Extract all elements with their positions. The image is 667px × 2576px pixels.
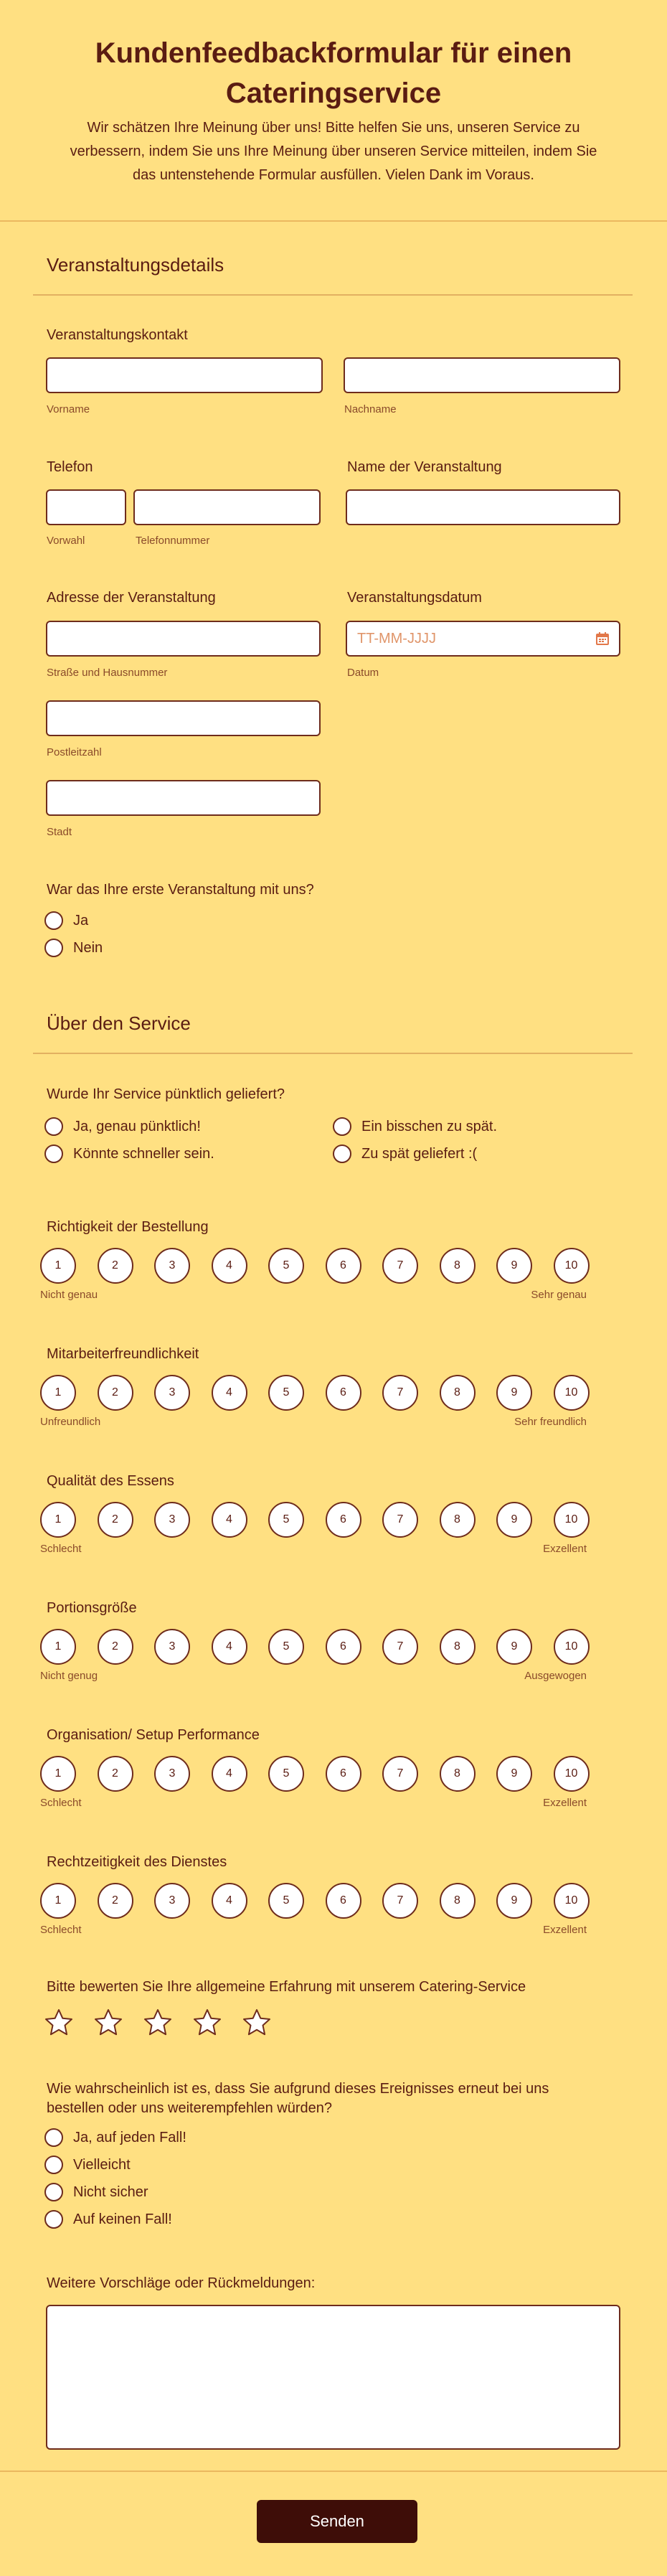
radio-punctual-bit-late[interactable]	[333, 1117, 497, 1136]
radio-label: Ein bisschen zu spät.	[361, 1118, 497, 1134]
radio-recommend-unsure[interactable]	[44, 2183, 148, 2201]
scale-option-7[interactable]: 7	[382, 1883, 418, 1919]
scale-option-2[interactable]: 2	[98, 1756, 133, 1792]
scale-option-1[interactable]: 1	[40, 1629, 76, 1665]
contact-label: Veranstaltungskontakt	[47, 327, 188, 343]
star-icon[interactable]	[143, 2008, 173, 2038]
scale-option-5[interactable]: 5	[268, 1629, 304, 1665]
last-name-input[interactable]	[344, 357, 620, 393]
radio-label: Ja, auf jeden Fall!	[73, 2129, 186, 2145]
submit-button[interactable]: Senden	[257, 2500, 417, 2543]
scale-option-7[interactable]: 7	[382, 1502, 418, 1538]
city-sublabel: Stadt	[47, 826, 72, 838]
scale-label: Richtigkeit der Bestellung	[47, 1219, 209, 1235]
scale-option-8[interactable]: 8	[440, 1629, 476, 1665]
scale-min-label: Schlecht	[40, 1924, 82, 1936]
scale-option-7[interactable]: 7	[382, 1375, 418, 1411]
address-label: Adresse der Veranstaltung	[47, 590, 216, 606]
scale-option-6[interactable]: 6	[326, 1375, 361, 1411]
street-sublabel: Straße und Hausnummer	[47, 667, 168, 679]
scale-option-3[interactable]: 3	[154, 1502, 190, 1538]
scale-max-label: Ausgewogen	[524, 1670, 587, 1682]
scale-option-8[interactable]: 8	[440, 1502, 476, 1538]
radio-label: Ja	[73, 912, 89, 929]
radio-circle[interactable]	[333, 1144, 351, 1163]
scale-min-label: Unfreundlich	[40, 1416, 101, 1428]
suggestions-textarea[interactable]	[46, 2305, 620, 2450]
scale-max-label: Sehr freundlich	[514, 1416, 587, 1428]
scale-option-8[interactable]: 8	[440, 1248, 476, 1284]
scale-option-9[interactable]: 9	[496, 1883, 532, 1919]
scale-option-5[interactable]: 5	[268, 1375, 304, 1411]
scale-option-6[interactable]: 6	[326, 1502, 361, 1538]
radio-circle[interactable]	[44, 2183, 63, 2201]
radio-label: Nicht sicher	[73, 2184, 148, 2200]
radio-recommend-maybe[interactable]	[44, 2156, 131, 2174]
scale-label: Qualität des Essens	[47, 1473, 174, 1489]
scale-min-label: Schlecht	[40, 1543, 82, 1555]
first-event-label: War das Ihre erste Veranstaltung mit uns?	[47, 882, 314, 898]
scale-option-1[interactable]: 1	[40, 1502, 76, 1538]
street-input[interactable]	[46, 621, 321, 657]
scale-option-4[interactable]: 4	[212, 1883, 247, 1919]
scale-option-10[interactable]: 10	[554, 1883, 590, 1919]
scale-option-4[interactable]: 4	[212, 1375, 247, 1411]
radio-recommend-no[interactable]	[44, 2210, 172, 2229]
scale-option-5[interactable]: 5	[268, 1883, 304, 1919]
scale-option-3[interactable]: 3	[154, 1629, 190, 1665]
scale-option-6[interactable]: 6	[326, 1629, 361, 1665]
scale-option-1[interactable]: 1	[40, 1883, 76, 1919]
scale-option-4[interactable]: 4	[212, 1756, 247, 1792]
scale-option-9[interactable]: 9	[496, 1629, 532, 1665]
scale-option-8[interactable]: 8	[440, 1756, 476, 1792]
radio-punctual-too-late[interactable]	[333, 1144, 477, 1163]
event-name-input[interactable]	[346, 489, 620, 525]
radio-first-event-yes[interactable]	[44, 911, 88, 930]
area-code-sublabel: Vorwahl	[47, 535, 85, 547]
scale-max-label: Exzellent	[543, 1924, 587, 1936]
event-date-sublabel: Datum	[347, 667, 379, 679]
city-input[interactable]	[46, 780, 321, 816]
scale-option-10[interactable]: 10	[554, 1502, 590, 1538]
scale-option-1[interactable]: 1	[40, 1756, 76, 1792]
phone-number-input[interactable]	[133, 489, 321, 525]
scale-option-6[interactable]: 6	[326, 1248, 361, 1284]
radio-circle[interactable]	[44, 911, 63, 930]
scale-option-1[interactable]: 1	[40, 1375, 76, 1411]
scale-option-7[interactable]: 7	[382, 1756, 418, 1792]
scale-option-3[interactable]: 3	[154, 1248, 190, 1284]
radio-label: Vielleicht	[73, 2156, 131, 2173]
calendar-icon[interactable]	[595, 631, 610, 647]
event-name-label: Name der Veranstaltung	[347, 459, 502, 475]
zip-sublabel: Postleitzahl	[47, 746, 102, 758]
scale-label: Portionsgröße	[47, 1600, 137, 1616]
scale-option-5[interactable]: 5	[268, 1248, 304, 1284]
scale-option-5[interactable]: 5	[268, 1756, 304, 1792]
radio-circle[interactable]	[44, 2156, 63, 2174]
scale-option-6[interactable]: 6	[326, 1756, 361, 1792]
scale-option-1[interactable]: 1	[40, 1248, 76, 1284]
scale-option-9[interactable]: 9	[496, 1502, 532, 1538]
scale-option-7[interactable]: 7	[382, 1248, 418, 1284]
scale-min-label: Nicht genug	[40, 1670, 98, 1682]
scale-option-2[interactable]: 2	[98, 1629, 133, 1665]
scale-options	[40, 1248, 592, 1284]
scale-option-10[interactable]: 10	[554, 1248, 590, 1284]
recommend-label: Wie wahrscheinlich ist es, dass Sie aufgrund dieses Ereignisses erneut bei uns bestellen oder uns weiterempfehlen würden?	[47, 2081, 549, 2116]
radio-label: Könnte schneller sein.	[73, 1145, 214, 1162]
scale-label: Rechtzeitigkeit des Dienstes	[47, 1854, 227, 1870]
scale-max-label: Exzellent	[543, 1797, 587, 1809]
scale-option-3[interactable]: 3	[154, 1883, 190, 1919]
form-title: Kundenfeedbackformular für einen Cateringservice	[95, 37, 572, 109]
star-icon[interactable]	[44, 2008, 74, 2038]
section-title-service: Über den Service	[47, 1012, 191, 1034]
radio-circle[interactable]	[44, 1117, 63, 1136]
scale-options	[40, 1375, 592, 1411]
scale-min-label: Nicht genau	[40, 1289, 98, 1301]
zip-input[interactable]	[46, 700, 321, 736]
scale-option-10[interactable]: 10	[554, 1756, 590, 1792]
radio-recommend-yes[interactable]	[44, 2128, 186, 2147]
scale-options	[40, 1883, 592, 1919]
scale-option-10[interactable]: 10	[554, 1629, 590, 1665]
radio-circle[interactable]	[44, 939, 63, 957]
event-date-label: Veranstaltungsdatum	[347, 590, 482, 606]
form-description: Wir schätzen Ihre Meinung über uns! Bitte helfen Sie uns, unseren Service zu verbessern, indem Sie uns Ihre Meinung über unseren Service mitteilen, indem Sie das untenstehende Formular ausfüllen. Vielen Dank im Voraus.	[70, 120, 597, 183]
overall-rating-label: Bitte bewerten Sie Ihre allgemeine Erfahrung mit unserem Catering-Service	[47, 1979, 526, 1995]
star-icon[interactable]	[192, 2008, 222, 2038]
event-date-input[interactable]	[346, 621, 620, 657]
radio-punctual-exact[interactable]	[44, 1117, 201, 1136]
scale-max-label: Exzellent	[543, 1543, 587, 1555]
radio-circle[interactable]	[44, 2128, 63, 2147]
radio-circle[interactable]	[333, 1117, 351, 1136]
scale-option-10[interactable]: 10	[554, 1375, 590, 1411]
footer-divider	[0, 2471, 667, 2472]
last-name-sublabel: Nachname	[344, 403, 397, 415]
phone-label: Telefon	[47, 459, 93, 475]
radio-first-event-no[interactable]	[44, 939, 103, 957]
radio-label: Zu spät geliefert :(	[361, 1145, 478, 1162]
area-code-input[interactable]	[46, 489, 126, 525]
punctual-label: Wurde Ihr Service pünktlich geliefert?	[47, 1086, 285, 1102]
scale-option-9[interactable]: 9	[496, 1248, 532, 1284]
scale-option-2[interactable]: 2	[98, 1502, 133, 1538]
phone-number-sublabel: Telefonnummer	[136, 535, 210, 547]
first-name-input[interactable]	[46, 357, 323, 393]
scale-option-3[interactable]: 3	[154, 1375, 190, 1411]
scale-min-label: Schlecht	[40, 1797, 82, 1809]
star-icon[interactable]	[242, 2008, 272, 2038]
scale-label: Mitarbeiterfreundlichkeit	[47, 1346, 199, 1362]
star-icon[interactable]	[93, 2008, 123, 2038]
scale-options	[40, 1502, 592, 1538]
radio-label: Ja, genau pünktlich!	[73, 1118, 201, 1134]
scale-option-8[interactable]: 8	[440, 1375, 476, 1411]
scale-option-7[interactable]: 7	[382, 1629, 418, 1665]
scale-options	[40, 1629, 592, 1665]
scale-option-4[interactable]: 4	[212, 1629, 247, 1665]
radio-punctual-faster[interactable]	[44, 1144, 214, 1163]
first-name-sublabel: Vorname	[47, 403, 90, 415]
scale-option-9[interactable]: 9	[496, 1756, 532, 1792]
scale-max-label: Sehr genau	[531, 1289, 587, 1301]
scale-option-4[interactable]: 4	[212, 1502, 247, 1538]
section-divider-event	[33, 294, 633, 296]
radio-label: Nein	[73, 939, 103, 956]
radio-label: Auf keinen Fall!	[73, 2211, 172, 2227]
section-divider-service	[33, 1053, 633, 1054]
scale-option-5[interactable]: 5	[268, 1502, 304, 1538]
header-divider	[0, 220, 667, 222]
section-title-event: Veranstaltungsdetails	[47, 254, 224, 276]
scale-label: Organisation/ Setup Performance	[47, 1727, 260, 1743]
scale-option-4[interactable]: 4	[212, 1248, 247, 1284]
scale-option-9[interactable]: 9	[496, 1375, 532, 1411]
radio-circle[interactable]	[44, 2210, 63, 2229]
scale-option-2[interactable]: 2	[98, 1248, 133, 1284]
scale-option-2[interactable]: 2	[98, 1883, 133, 1919]
radio-circle[interactable]	[44, 1144, 63, 1163]
scale-option-8[interactable]: 8	[440, 1883, 476, 1919]
scale-options	[40, 1756, 592, 1792]
suggestions-label: Weitere Vorschläge oder Rückmeldungen:	[47, 2275, 316, 2291]
scale-option-2[interactable]: 2	[98, 1375, 133, 1411]
scale-option-3[interactable]: 3	[154, 1756, 190, 1792]
scale-option-6[interactable]: 6	[326, 1883, 361, 1919]
